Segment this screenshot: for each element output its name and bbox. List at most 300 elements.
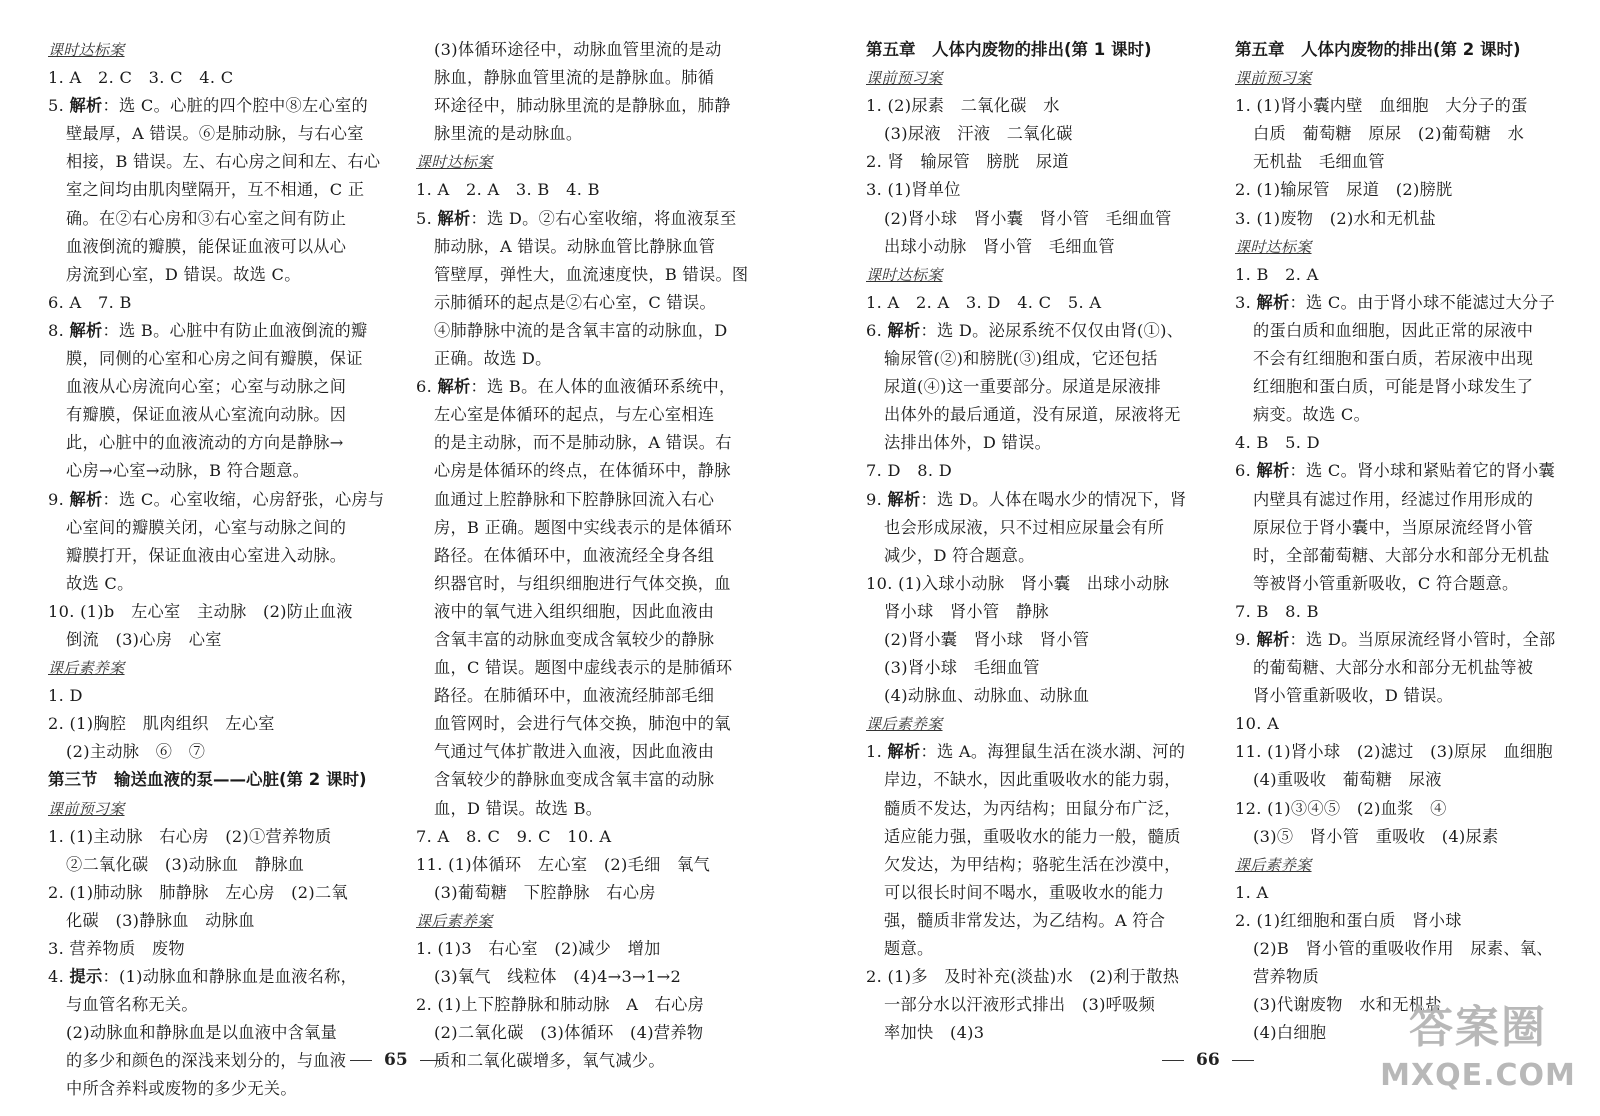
answer-text: 气通过气体扩散进入血液，因此血液由 <box>434 742 715 762</box>
answer-line <box>416 598 786 626</box>
answer-text: 5. <box>416 208 438 228</box>
answer-text: 1. A <box>1235 882 1269 902</box>
answer-line <box>866 795 1226 823</box>
answer-text: 10. A <box>1235 714 1280 734</box>
answer-text: 4. B 5. D <box>1235 433 1320 453</box>
answer-text: (2)二氧化碳 (3)体循环 (4)营养物 <box>434 1023 704 1043</box>
watermark-logo <box>1372 1000 1584 1104</box>
answer-text: 含氧丰富的动脉血变成含氧较少的静脉 <box>434 629 715 649</box>
answer-keyword: 解析 <box>887 489 921 509</box>
answer-text: 法排出体外，D 错误。 <box>884 433 1052 453</box>
answer-line <box>416 851 786 879</box>
answer-line <box>48 598 418 626</box>
answer-text: 强，髓质非常发达，为乙结构。A 符合 <box>884 910 1166 930</box>
answer-text: 3. 营养物质 废物 <box>48 939 185 958</box>
answer-text: 4. <box>48 967 70 987</box>
answer-text: 7. A 8. C 9. C 10. A <box>416 826 612 846</box>
answer-text: 的蛋白质和血细胞，因此正常的尿液中 <box>1253 320 1534 340</box>
answer-text: 适应能力强，重吸收水的能力一般，髓质 <box>884 826 1181 846</box>
answer-text: 的是主动脉，而不是肺动脉，A 错误。右 <box>434 433 732 453</box>
answer-text: ②二氧化碳 (3)动脉血 静脉血 <box>66 854 305 874</box>
answer-line <box>1235 289 1585 317</box>
answer-line <box>416 766 786 794</box>
answer-text: 路径。在肺循环中，血液流经肺部毛细 <box>434 686 715 706</box>
answer-line <box>416 963 786 991</box>
answer-keyword: 解析 <box>1256 461 1290 481</box>
answer-line <box>48 823 418 851</box>
answer-line <box>416 738 786 766</box>
answer-line <box>866 92 1226 120</box>
answer-keyword: 解析 <box>437 377 471 397</box>
answer-line <box>866 570 1226 598</box>
answer-line <box>416 710 786 738</box>
answer-rest: ：选 D。人体在喝水少的情况下，肾 <box>920 489 1187 509</box>
answer-line <box>1235 261 1585 289</box>
answer-line <box>416 233 786 261</box>
answer-line <box>866 457 1226 485</box>
section-header-label: 课前预习案 <box>48 799 125 818</box>
answer-line <box>1235 401 1585 429</box>
section-header <box>1235 64 1585 92</box>
answer-line <box>866 654 1226 682</box>
answer-text: (3)葡萄糖 下腔静脉 右心房 <box>434 882 656 902</box>
answer-text: 8. <box>48 320 70 340</box>
answer-line <box>1235 766 1585 794</box>
section-header <box>48 654 418 682</box>
answer-text: 11. (1)肾小球 (2)滤过 (3)原尿 血细胞 <box>1235 742 1553 762</box>
answer-text: (2)动脉血和静脉血是以血液中含氧量 <box>66 1023 338 1043</box>
answer-text: 2. 肾 输尿管 膀胱 尿道 <box>866 152 1069 172</box>
answer-line <box>416 626 786 654</box>
answer-line <box>416 205 786 233</box>
answer-text: 等被肾小管重新吸收，C 符合题意。 <box>1253 573 1519 593</box>
answer-text: 中所含养料或废物的多少无关。 <box>66 1079 297 1099</box>
answer-text: 6. A 7. B <box>48 292 132 312</box>
answer-text: 心室间的瓣膜关闭，心室与动脉之间的 <box>66 517 347 537</box>
answer-line <box>866 766 1226 794</box>
answer-line <box>48 1019 418 1047</box>
answer-line <box>1235 935 1585 963</box>
answer-line <box>48 261 418 289</box>
answer-line <box>866 120 1226 148</box>
section-header <box>1235 233 1585 261</box>
answer-line <box>1235 514 1585 542</box>
answer-line <box>48 1075 418 1103</box>
answer-text: 血液从心房流向心室；心室与动脉之间 <box>66 377 347 397</box>
answer-text: 10. (1)b 左心室 主动脉 (2)防止血液 <box>48 601 353 621</box>
answer-text: 正确。故选 D。 <box>434 349 552 369</box>
answer-line <box>1235 654 1585 682</box>
answer-line <box>416 289 786 317</box>
answer-keyword: 解析 <box>887 320 921 340</box>
answer-text: 2. (1)输尿管 尿道 (2)膀胱 <box>1235 180 1453 200</box>
answer-text: 管壁厚，弹性大，血流速度快，B 错误。图 <box>434 264 749 284</box>
answer-text: 2. (1)上下腔静脉和肺动脉 A 右心房 <box>416 995 705 1015</box>
answer-text: 2. (1)胸腔 肌肉组织 左心室 <box>48 714 275 734</box>
answer-rest: ：选 C。由于肾小球不能滤过大分子 <box>1289 292 1555 312</box>
answer-line <box>866 626 1226 654</box>
answer-line <box>1235 205 1585 233</box>
answer-text: 10. (1)入球小动脉 肾小囊 出球小动脉 <box>866 573 1170 593</box>
answer-text: 血通过上腔静脉和下腔静脉回流入右心 <box>434 489 715 509</box>
answer-line <box>48 935 418 963</box>
answer-line <box>866 851 1226 879</box>
answer-line <box>48 176 418 204</box>
answer-text: 心房是体循环的终点，在体循环中，静脉 <box>434 461 731 481</box>
answer-text: 9. <box>866 489 888 509</box>
section-header-label: 课时达标案 <box>416 153 493 172</box>
answer-line <box>416 317 786 345</box>
answer-text: 相接，B 错误。左、右心房之间和左、右心 <box>66 152 381 172</box>
answer-text: 不会有红细胞和蛋白质，若尿液中出现 <box>1253 349 1534 369</box>
answer-line <box>416 1047 786 1075</box>
answer-line <box>416 486 786 514</box>
answer-text: 房流到心室，D 错误。故选 C。 <box>66 264 301 284</box>
answer-keyword: 提示 <box>69 967 103 987</box>
answer-line <box>416 120 786 148</box>
answer-line <box>48 991 418 1019</box>
answer-line <box>416 823 786 851</box>
column-4 <box>1235 36 1585 1047</box>
answer-text: (3)肾小球 毛细血管 <box>884 658 1040 678</box>
answer-text: 质和二氧化碳增多，氧气减少。 <box>434 1051 665 1071</box>
answer-line <box>48 205 418 233</box>
answer-line <box>866 738 1226 766</box>
section-header <box>866 64 1226 92</box>
answer-line <box>1235 823 1585 851</box>
answer-text: 血，C 错误。题图中虚线表示的是肺循环 <box>434 658 733 678</box>
answer-rest: ：选 D。当原尿流经肾小管时，全部 <box>1289 629 1556 649</box>
answer-line <box>866 1019 1226 1047</box>
answer-text: 1. (1)3 右心室 (2)减少 增加 <box>416 939 661 958</box>
answer-line <box>1235 457 1585 485</box>
answer-line <box>416 36 786 64</box>
answer-text: (4)重吸收 葡萄糖 尿液 <box>1253 770 1442 790</box>
answer-text: 膜，同侧的心室和心房之间有瓣膜，保证 <box>66 349 363 369</box>
answer-line <box>1235 795 1585 823</box>
answer-line <box>48 570 418 598</box>
section-header <box>48 795 418 823</box>
answer-text: (3)氧气 线粒体 (4)4→3→1→2 <box>434 967 682 987</box>
column-1 <box>48 36 418 1104</box>
column-3 <box>866 36 1226 1047</box>
answer-line <box>1235 963 1585 991</box>
answer-text: 示肺循环的起点是②右心室，C 错误。 <box>434 292 716 312</box>
answer-line <box>48 542 418 570</box>
answer-text: 6. <box>416 377 438 397</box>
answer-text: 出球小动脉 肾小管 毛细血管 <box>884 236 1115 256</box>
answer-text: (2)肾小球 肾小囊 肾小管 毛细血管 <box>884 208 1172 228</box>
answer-text: 液中的氧气进入组织细胞，因此血液由 <box>434 601 715 621</box>
answer-line <box>866 682 1226 710</box>
answer-line <box>866 486 1226 514</box>
answer-text: 室之间均由肌肉壁隔开，互不相通，C 正 <box>66 180 365 200</box>
answer-line <box>1235 429 1585 457</box>
answer-text: 肾小球 肾小管 静脉 <box>884 601 1049 621</box>
answer-line <box>416 935 786 963</box>
answer-line <box>1235 148 1585 176</box>
answer-line <box>416 64 786 92</box>
answer-line <box>416 401 786 429</box>
answer-text: 1. D <box>48 686 83 706</box>
section-header-label: 课时达标案 <box>866 265 943 284</box>
answer-text: 的葡萄糖、大部分水和部分无机盐等被 <box>1253 658 1534 678</box>
answer-text: 3. <box>1235 292 1257 312</box>
answer-text: (2)主动脉 ⑥ ⑦ <box>66 742 206 762</box>
answer-line <box>416 991 786 1019</box>
answer-text: (4)动脉血、动脉血、动脉血 <box>884 686 1090 706</box>
answer-text: (3)尿液 汗液 二氧化碳 <box>884 124 1073 144</box>
answer-line <box>1235 486 1585 514</box>
answer-text: 9. <box>1235 629 1257 649</box>
answer-text: 岸边，不缺水，因此重吸收水的能力弱， <box>884 770 1181 790</box>
answer-text: (2)肾小囊 肾小球 肾小管 <box>884 629 1090 649</box>
answer-text: 率加快 (4)3 <box>884 1023 985 1043</box>
answer-keyword: 解析 <box>69 489 103 509</box>
answer-text: 9. <box>48 489 70 509</box>
watermark-line1: 答案圈 <box>1409 1002 1547 1053</box>
answer-text: 1. (2)尿素 二氧化碳 水 <box>866 96 1060 116</box>
answer-text: 与血管名称无关。 <box>66 995 198 1015</box>
answer-line <box>866 205 1226 233</box>
answer-keyword: 解析 <box>437 208 471 228</box>
answer-line <box>1235 710 1585 738</box>
answer-rest: ：选 B。心脏中有防止血液倒流的瓣 <box>102 320 368 340</box>
section-header <box>48 36 418 64</box>
section-header-label: 课前预习案 <box>866 69 943 88</box>
answer-text: 故选 C。 <box>66 573 134 593</box>
chapter-title: 第五章 人体内废物的排出(第 2 课时) <box>1235 40 1521 59</box>
answer-line <box>416 879 786 907</box>
answer-line <box>48 345 418 373</box>
section-header <box>416 907 786 935</box>
answer-line <box>866 429 1226 457</box>
answer-line <box>866 401 1226 429</box>
section-header-label: 课后素养案 <box>866 715 943 734</box>
answer-line <box>416 176 786 204</box>
answer-rest: ：选 C。心室收缩，心房舒张，心房与 <box>102 489 385 509</box>
answer-text: 2. (1)红细胞和蛋白质 肾小球 <box>1235 910 1462 930</box>
answer-text: 题意。 <box>884 939 934 958</box>
answer-line <box>48 64 418 92</box>
section-header-label: 课后素养案 <box>1235 855 1312 874</box>
answer-text: 壁最厚，A 错误。⑥是肺动脉，与右心室 <box>66 124 364 144</box>
answer-line <box>48 710 418 738</box>
answer-text: 营养物质 <box>1253 967 1319 987</box>
answer-text: 红细胞和蛋白质，可能是肾小球发生了 <box>1253 377 1534 397</box>
column-2 <box>416 36 786 1075</box>
answer-line <box>48 626 418 654</box>
answer-text: 2. (1)多 及时补充(淡盐)水 (2)利于散热 <box>866 967 1180 987</box>
answer-line <box>48 317 418 345</box>
answer-line <box>48 233 418 261</box>
answer-line <box>866 289 1226 317</box>
answer-keyword: 解析 <box>1256 292 1290 312</box>
answer-text: 可以很长时间不喝水，重吸收水的能力 <box>884 882 1165 902</box>
answer-text: 此，心脏中的血液流动的方向是静脉→ <box>66 433 344 453</box>
answer-text: 化碳 (3)静脉血 动脉血 <box>66 910 255 930</box>
answer-text: 3. (1)肾单位 <box>866 180 961 200</box>
answer-text: 瓣膜打开，保证血液由心室进入动脉。 <box>66 545 347 565</box>
watermark-line2: MXQE.COM <box>1380 1058 1576 1093</box>
answer-text: 髓质不发达，为丙结构；田鼠分布广泛， <box>884 798 1181 818</box>
answer-line <box>48 514 418 542</box>
page-number-right: 66 <box>1150 1050 1266 1070</box>
answer-line <box>48 851 418 879</box>
answer-text: 左心室是体循环的起点，与左心室相连 <box>434 405 715 425</box>
chapter-title: 第三节 输送血液的泵——心脏(第 2 课时) <box>48 770 367 790</box>
answer-line <box>416 429 786 457</box>
answer-rest: ：选 D。②右心室收缩，将血液泵至 <box>470 208 737 228</box>
answer-line <box>416 514 786 542</box>
answer-text: 脉里流的是动脉血。 <box>434 124 583 144</box>
answer-text: 尿道(④)这一重要部分。尿道是尿液排 <box>884 377 1162 397</box>
answer-line <box>1235 542 1585 570</box>
answer-text: 1. B 2. A <box>1235 264 1319 284</box>
answer-text: 内壁具有滤过作用，经滤过作用形成的 <box>1253 489 1534 509</box>
answer-line <box>48 289 418 317</box>
answer-text: 心房→心室→动脉，B 符合题意。 <box>66 461 310 481</box>
answer-text: 血液倒流的瓣膜，能保证血液可以从心 <box>66 236 347 256</box>
answer-keyword: 解析 <box>69 96 103 116</box>
answer-text: 1. (1)主动脉 右心房 (2)①营养物质 <box>48 826 332 846</box>
answer-text: 7. D 8. D <box>866 461 953 481</box>
answer-text: ④肺静脉中流的是含氧丰富的动脉血，D <box>434 320 728 340</box>
answer-text: 1. (1)肾小囊内壁 血细胞 大分子的蛋 <box>1235 96 1528 116</box>
answer-line <box>416 542 786 570</box>
answer-text: 减少，D 符合题意。 <box>884 545 1035 565</box>
answer-line <box>866 373 1226 401</box>
answer-line <box>1235 598 1585 626</box>
answer-line <box>1235 570 1585 598</box>
answer-line <box>416 1019 786 1047</box>
section-header-label: 课后素养案 <box>416 911 493 930</box>
answer-line <box>1235 907 1585 935</box>
answer-text: 11. (1)体循环 左心室 (2)毛细 氧气 <box>416 854 711 874</box>
answer-text: 有瓣膜，保证血液从心室流向动脉。因 <box>66 405 347 425</box>
answer-line <box>48 963 418 991</box>
answer-line <box>866 963 1226 991</box>
answer-line <box>416 682 786 710</box>
answer-text: 病变。故选 C。 <box>1253 405 1371 425</box>
section-header <box>416 148 786 176</box>
answer-text: 原尿位于肾小囊中，当原尿流经肾小管 <box>1253 517 1534 537</box>
section-header-label: 课前预习案 <box>1235 69 1312 88</box>
section-header <box>866 710 1226 738</box>
answer-line <box>1235 176 1585 204</box>
answer-line <box>48 457 418 485</box>
section-header-label: 课时达标案 <box>1235 237 1312 256</box>
answer-line <box>416 345 786 373</box>
answer-text: 倒流 (3)心房 心室 <box>66 629 222 649</box>
section-header-label: 课后素养案 <box>48 659 125 678</box>
section-header-label: 课时达标案 <box>48 41 125 59</box>
answer-text: 的多少和颜色的深浅来划分的，与血液 <box>66 1051 347 1071</box>
answer-line <box>48 92 418 120</box>
answer-rest: ：选 A。海狸鼠生活在淡水湖、河的 <box>920 742 1186 762</box>
answer-text: 6. <box>1235 461 1257 481</box>
section-header <box>866 261 1226 289</box>
answer-rest: ：选 B。在人体的血液循环系统中， <box>470 377 736 397</box>
answer-text: 脉血，静脉血管里流的是静脉血。肺循 <box>434 68 715 88</box>
answer-text: 3. (1)废物 (2)水和无机盐 <box>1235 208 1437 228</box>
answer-text: 也会形成尿液，只不过相应尿量会有所 <box>884 517 1165 537</box>
answer-line <box>866 345 1226 373</box>
answer-line <box>416 570 786 598</box>
answer-text: 肾小管重新吸收，D 错误。 <box>1253 686 1454 706</box>
answer-line <box>866 879 1226 907</box>
answer-line <box>866 823 1226 851</box>
chapter-title: 第五章 人体内废物的排出(第 1 课时) <box>866 40 1152 59</box>
answer-text: 出体外的最后通道，没有尿道，尿液将无 <box>884 405 1181 425</box>
answer-keyword: 解析 <box>887 742 921 762</box>
answer-line <box>866 935 1226 963</box>
answer-line <box>1235 317 1585 345</box>
answer-text: 环途径中，肺动脉里流的是静脉血，肺静 <box>434 96 731 116</box>
answer-line <box>866 148 1226 176</box>
answer-line <box>866 317 1226 345</box>
answer-line <box>48 879 418 907</box>
answer-line <box>1235 92 1585 120</box>
answer-text: 2. (1)肺动脉 肺静脉 左心房 (2)二氧 <box>48 882 348 902</box>
answer-line <box>866 233 1226 261</box>
answer-line <box>866 542 1226 570</box>
answer-line <box>416 654 786 682</box>
answer-line <box>416 261 786 289</box>
answer-line <box>1235 345 1585 373</box>
answer-line <box>1235 738 1585 766</box>
answer-line <box>866 176 1226 204</box>
answer-line <box>1235 120 1585 148</box>
answer-line <box>48 738 418 766</box>
answer-line <box>866 991 1226 1019</box>
answer-line <box>416 457 786 485</box>
answer-text: 一部分水以汗液形式排出 (3)呼吸频 <box>884 995 1156 1015</box>
answer-line <box>48 148 418 176</box>
answer-line <box>416 795 786 823</box>
answer-text: 1. <box>866 742 888 762</box>
answer-text: (2)B 肾小管的重吸收作用 尿素、氧、 <box>1253 939 1553 958</box>
answer-text: 欠发达，为甲结构；骆驼生活在沙漠中， <box>884 854 1181 874</box>
answer-rest: ：选 C。心脏的四个腔中⑧左心室的 <box>102 96 368 116</box>
answer-text: 时，全部葡萄糖、大部分水和部分无机盐 <box>1253 545 1550 565</box>
answer-rest: ：选 C。肾小球和紧贴着它的肾小囊 <box>1289 461 1555 481</box>
section-header <box>1235 851 1585 879</box>
answer-text: 白质 葡萄糖 原尿 (2)葡萄糖 水 <box>1253 124 1525 144</box>
answer-text: 1. A 2. A 3. B 4. B <box>416 180 600 200</box>
answer-text: 6. <box>866 320 888 340</box>
answer-line <box>866 598 1226 626</box>
answer-text: (3)⑤ 肾小管 重吸收 (4)尿素 <box>1253 826 1499 846</box>
answer-line <box>416 92 786 120</box>
answer-line <box>48 682 418 710</box>
answer-text: (3)代谢废物 水和无机盐 <box>1253 995 1442 1015</box>
page-number-left: 65 <box>338 1050 454 1070</box>
answer-text: (3)体循环途径中，动脉血管里流的是动 <box>434 40 722 59</box>
answer-text: 12. (1)③④⑤ (2)血浆 ④ <box>1235 798 1447 818</box>
answer-line <box>416 373 786 401</box>
answer-text: 无机盐 毛细血管 <box>1253 152 1385 172</box>
answer-text: 输尿管(②)和膀胱(③)组成，它还包括 <box>884 349 1158 369</box>
answer-text: 5. <box>48 96 70 116</box>
answer-text: 织器官时，与组织细胞进行气体交换，血 <box>434 573 731 593</box>
answer-line <box>1235 626 1585 654</box>
answer-text: 7. B 8. B <box>1235 601 1319 621</box>
answer-line <box>48 373 418 401</box>
answer-line <box>48 486 418 514</box>
answer-line <box>48 120 418 148</box>
answer-line <box>48 429 418 457</box>
